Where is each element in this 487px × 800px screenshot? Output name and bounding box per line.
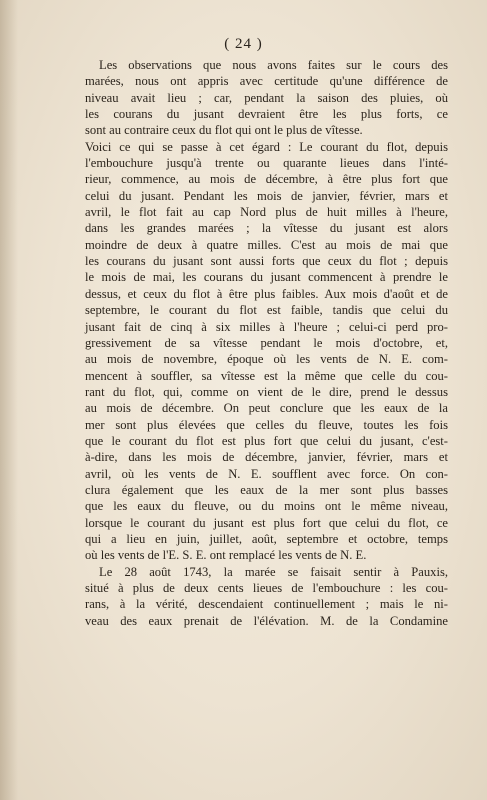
text-line: les courans du jusant sont aussi forts que ceux du flot ; depuis xyxy=(85,254,448,269)
text-line: que les eaux du fleuve, ou du moins ont le même niveau, xyxy=(85,499,448,514)
text-line: celui du jusant. Pendant les mois de janvier, février, mars et xyxy=(85,188,448,203)
text-line: Voici ce qui se passe à cet égard : Le courant du flot, depuis xyxy=(85,139,448,154)
text-line: dans les grandes marées ; la vîtesse du jusant est alors xyxy=(85,221,448,236)
text-line: situé à plus de deux cents lieues de l'embouchure : les cou- xyxy=(85,581,448,595)
text-line: rieur, commence, au mois de décembre, à être plus fort que xyxy=(85,172,448,187)
text-line: le mois de mai, les courans du jusant commencent à prendre le xyxy=(85,270,448,285)
text-line: septembre, le courant du flot est faible, tandis que celui du xyxy=(85,303,448,318)
text-line: rant du flot, qui, comme on vient de le dire, prend le dessus xyxy=(85,384,448,399)
text-line: Les observations que nous avons faites sur le cours des xyxy=(99,58,448,72)
text-line: l'embouchure jusqu'à trente ou quarante lieues dans l'inté- xyxy=(85,156,448,171)
text-line: dessus, et ceux du flot à être plus faibles. Aux mois d'août et de xyxy=(85,286,448,301)
text-line: au mois de décembre. On peut conclure que les eaux de la xyxy=(85,401,448,416)
text-line: que le courant du flot est plus fort que celui du jusant, c'est- xyxy=(85,433,448,448)
page-number: ( 24 ) xyxy=(224,36,263,52)
spine-shadow xyxy=(0,0,18,800)
text-line: veau des eaux prenait de l'élévation. M. de la Condamine xyxy=(85,613,448,628)
text-line: jusant fait de cinq à six milles à l'heure ; celui-ci perd pro- xyxy=(85,319,448,334)
body-text xyxy=(85,57,448,629)
text-line: mer sont plus élevées que celles du fleuve, toutes les fois xyxy=(85,417,448,432)
text-line: où les vents de l'E. S. E. ont remplacé les vents de N. E. xyxy=(85,548,367,563)
text-line: marées, nous ont appris avec certitude qu'une différence de xyxy=(85,74,448,89)
text-line: avril, le flot fait au cap Nord plus de huit milles à l'heure, xyxy=(85,205,448,220)
text-line: avril, où les vents de N. E. soufflent avec force. On con- xyxy=(85,466,448,481)
text-line: au mois de novembre, époque où les vents de N. E. com- xyxy=(85,352,448,367)
text-line: Le 28 août 1743, la marée se faisait sentir à Pauxis, xyxy=(99,564,448,579)
text-line: sont au contraire ceux du flot qui ont le plus de vîtesse. xyxy=(85,123,363,138)
text-line: niveau avait lieu ; car, pendant la saison des pluies, où xyxy=(85,90,448,105)
text-line: gressivement de sa vîtesse pendant le mois d'octobre, et, xyxy=(85,335,448,350)
text-line: lorsque le courant du jusant est plus fort que celui du flot, ce xyxy=(85,515,448,530)
text-line: mencent à souffler, sa vîtesse est la même que celle du cou- xyxy=(85,368,448,383)
text-line: les courans du jusant devraient être les plus forts, ce xyxy=(85,107,448,122)
text-line: moindre de deux à quatre milles. C'est au mois de mai que xyxy=(85,237,448,252)
text-line: qui a lieu en juin, juillet, août, septembre et octobre, temps xyxy=(85,531,448,546)
text-line: à-dire, dans les mois de décembre, janvier, février, mars et xyxy=(85,450,448,465)
text-line: clura également que les eaux de la mer sont plus basses xyxy=(85,482,448,497)
text-line: rans, à la vérité, descendaient continuellement ; mais le ni- xyxy=(85,597,448,612)
